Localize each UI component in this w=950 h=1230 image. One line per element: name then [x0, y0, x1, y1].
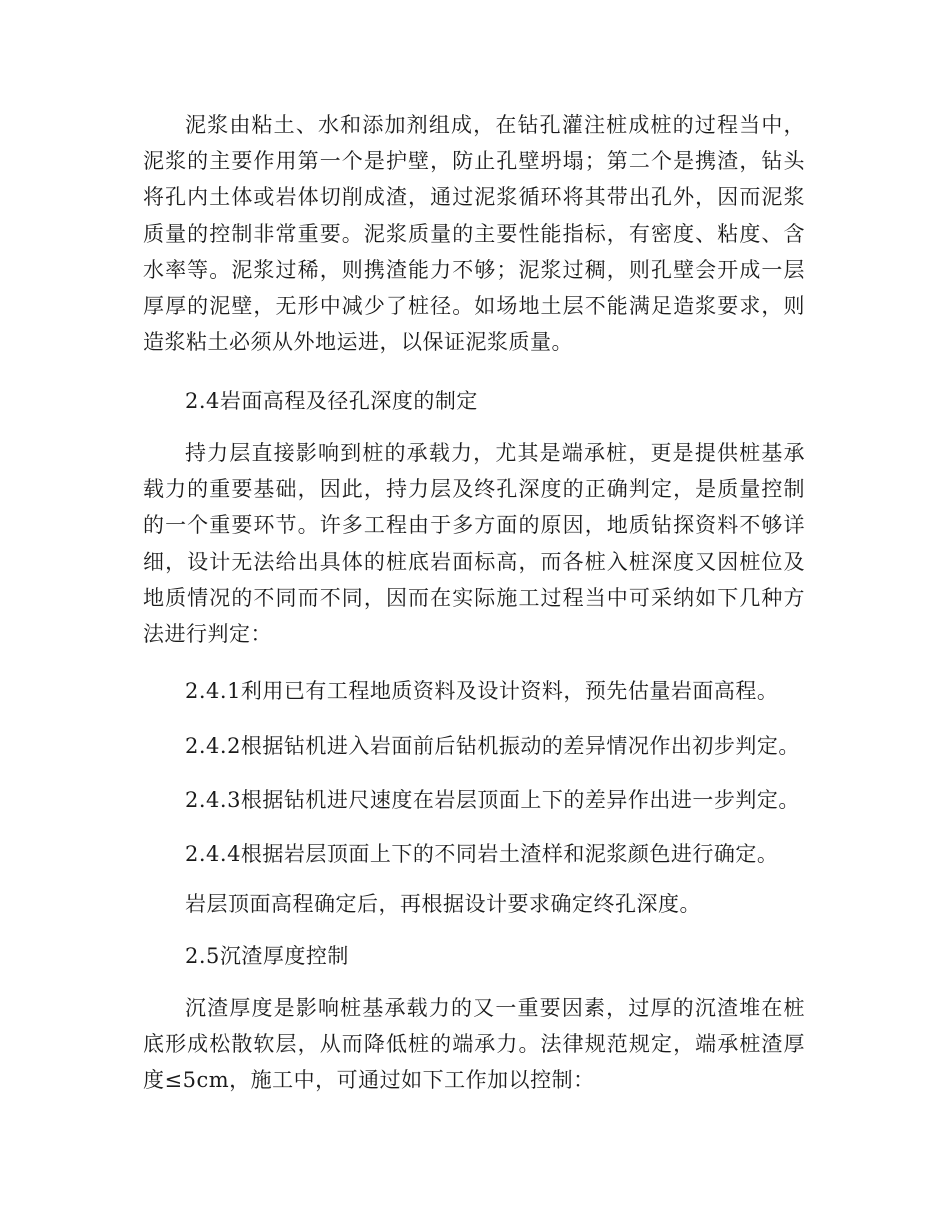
paragraph-sediment-thickness: 沉渣厚度是影响桩基承载力的又一重要因素，过厚的沉渣堆在桩底形成松散软层，从而降低桩的端承力。法律规范规定，端承桩渣厚度≤5cm，施工中，可通过如下工作加以控制：: [143, 996, 805, 1093]
list-item-2-4-3: 2.4.3根据钻机进尺速度在岩层顶面上下的差异作出进一步判定。: [185, 788, 800, 812]
paragraph-bearing-layer: 持力层直接影响到桩的承载力，尤其是端承桩，更是提供桩基承载力的重要基础，因此，持力层及终孔深度的正确判定，是质量控制的一个重要环节。许多工程由于多方面的原因，地质钻探资料不够详细，设计无法给出具体的桩底岩面标高，而各桩入桩深度又因桩位及地质情况的不同而不同，因而在实际施工过程当中可采纳如下几种方法进行判定：: [143, 441, 805, 647]
list-item-2-4-1: 2.4.1利用已有工程地质资料及设计资料，预先估量岩面高程。: [185, 679, 779, 703]
list-item-2-4-2: 2.4.2根据钻机进入岩面前后钻机振动的差异情况作出初步判定。: [185, 734, 800, 758]
heading-2-5: 2.5沉渣厚度控制: [185, 944, 349, 968]
paragraph-mud-function: 泥浆由粘土、水和添加剂组成，在钻孔灌注桩成桩的过程当中，泥浆的主要作用第一个是护壁，防止孔壁坍塌；第二个是携渣，钻头将孔内土体或岩体切削成渣，通过泥浆循环将其带出孔外，因而泥浆质量的控制非常重要。泥浆质量的主要性能指标，有密度、粘度、含水率等。泥浆过稀，则携渣能力不够；泥浆过稠，则孔壁会开成一层厚厚的泥壁，无形中减少了桩径。如场地土层不能满足造浆要求，则造浆粘土必须从外地运进，以保证泥浆质量。: [143, 113, 805, 355]
heading-2-4: 2.4岩面高程及径孔深度的制定: [185, 389, 478, 413]
list-item-2-4-4: 2.4.4根据岩层顶面上下的不同岩土渣样和泥浆颜色进行确定。: [185, 842, 779, 866]
paragraph-final-depth: 岩层顶面高程确定后，再根据设计要求确定终孔深度。: [185, 892, 701, 916]
